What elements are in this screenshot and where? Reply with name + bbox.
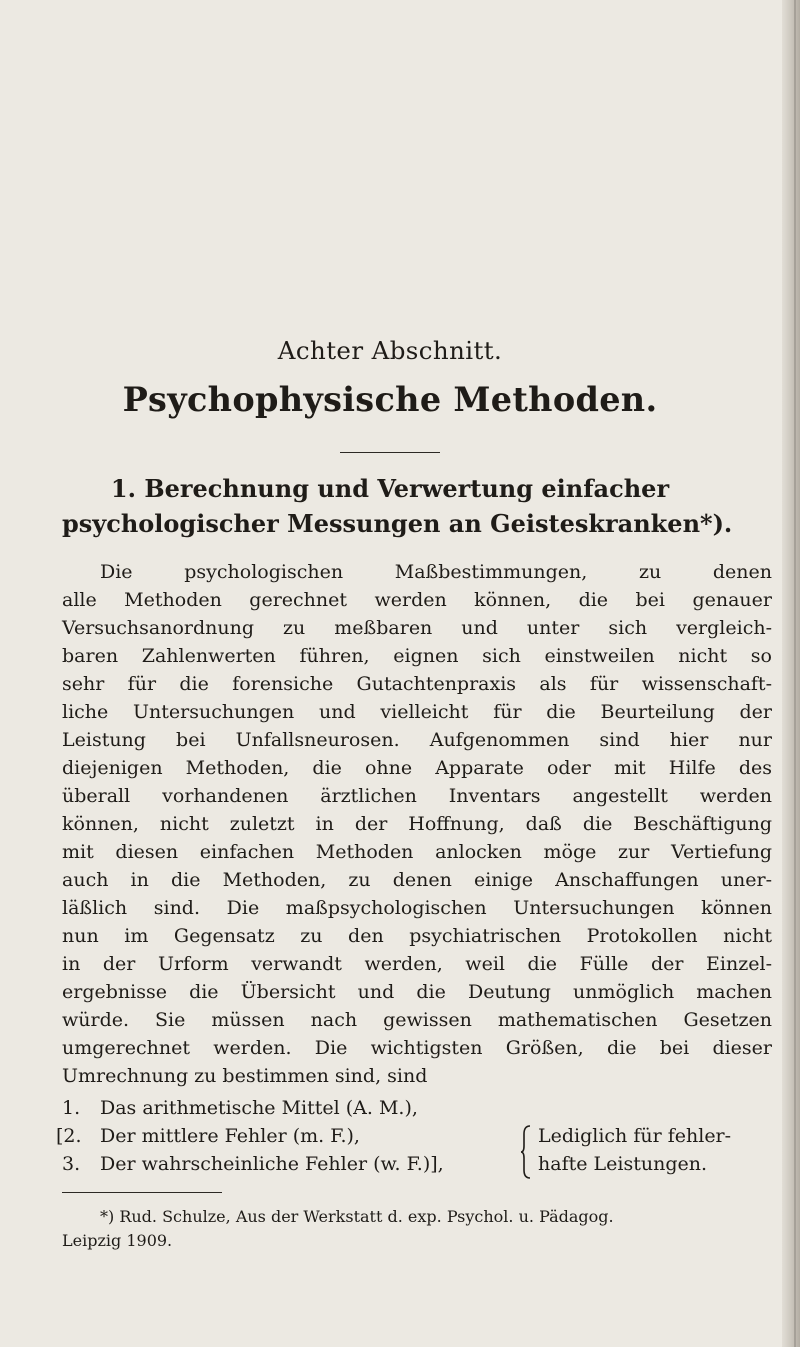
body-line: in der Urform verwandt werden, weil die Fülle der Einzel-	[62, 953, 772, 975]
body-line: mit diesen einfachen Methoden anlocken möge zur Vertiefung	[62, 841, 772, 863]
list-item-text: Das arithmetische Mittel (A. M.),	[100, 1097, 418, 1119]
chapter-title: Psychophysische Methoden.	[122, 380, 658, 419]
body-line: diejenigen Methoden, die ohne Apparate oder mit Hilfe des	[62, 757, 772, 779]
body-line: liche Untersuchungen und vielleicht für die Beurteilung der	[62, 701, 772, 723]
body-line: Umrechnung zu bestimmen sind, sind	[62, 1065, 428, 1087]
subheading-line-2: psychologischer Messungen an Geisteskranken*).	[62, 509, 733, 538]
footnote-rule	[62, 1192, 222, 1193]
body-line: ergebnisse die Übersicht und die Deutung unmöglich machen	[62, 981, 772, 1003]
footnote-line-1: *) Rud. Schulze, Aus der Werkstatt d. exp. Psychol. u. Pädagog.	[100, 1207, 614, 1226]
body-line: sehr für die forensiche Gutachtenpraxis als für wissenschaft-	[62, 673, 772, 695]
body-line: baren Zahlenwerten führen, eignen sich einstweilen nicht so	[62, 645, 772, 667]
body-line: überall vorhandenen ärztlichen Inventars angestellt werden	[62, 785, 772, 807]
list-item-number: 1.	[62, 1097, 81, 1119]
list-item-text: Der mittlere Fehler (m. F.),	[100, 1125, 360, 1147]
body-line: würde. Sie müssen nach gewissen mathematischen Gesetzen	[62, 1009, 772, 1031]
body-line: Die psychologischen Maßbestimmungen, zu denen	[100, 561, 772, 583]
subheading-line-1: 1. Berechnung und Verwertung einfacher	[110, 474, 670, 503]
body-line: nun im Gegensatz zu den psychiatrischen Protokollen nicht	[62, 925, 772, 947]
body-line: Versuchsanordnung zu meßbaren und unter sich vergleich-	[62, 617, 772, 639]
list-item-number: 3.	[62, 1153, 81, 1175]
footnote-line-2: Leipzig 1909.	[62, 1231, 173, 1250]
section-heading: Achter Abschnitt.	[277, 336, 503, 365]
title-rule	[340, 452, 440, 453]
body-line: können, nicht zuletzt in der Hoffnung, daß die Beschäftigung	[62, 813, 772, 835]
body-line: alle Methoden gerechnet werden können, die bei genauer	[62, 589, 772, 611]
list-note-line-2: hafte Leistungen.	[538, 1153, 707, 1175]
body-line: läßlich sind. Die maßpsychologischen Untersuchungen können	[62, 897, 772, 919]
body-line: umgerechnet werden. Die wichtigsten Größen, die bei dieser	[62, 1037, 772, 1059]
list-item-number: [2.	[56, 1125, 82, 1147]
list-item-text: Der wahrscheinliche Fehler (w. F.)],	[100, 1153, 444, 1175]
body-line: auch in die Methoden, zu denen einige Anschaffungen uner-	[62, 869, 772, 891]
page-edge-line	[794, 0, 796, 1347]
body-line: Leistung bei Unfallsneurosen. Aufgenommen sind hier nur	[62, 729, 772, 751]
list-note-line-1: Lediglich für fehler-	[538, 1125, 732, 1147]
page-edge	[782, 0, 800, 1347]
